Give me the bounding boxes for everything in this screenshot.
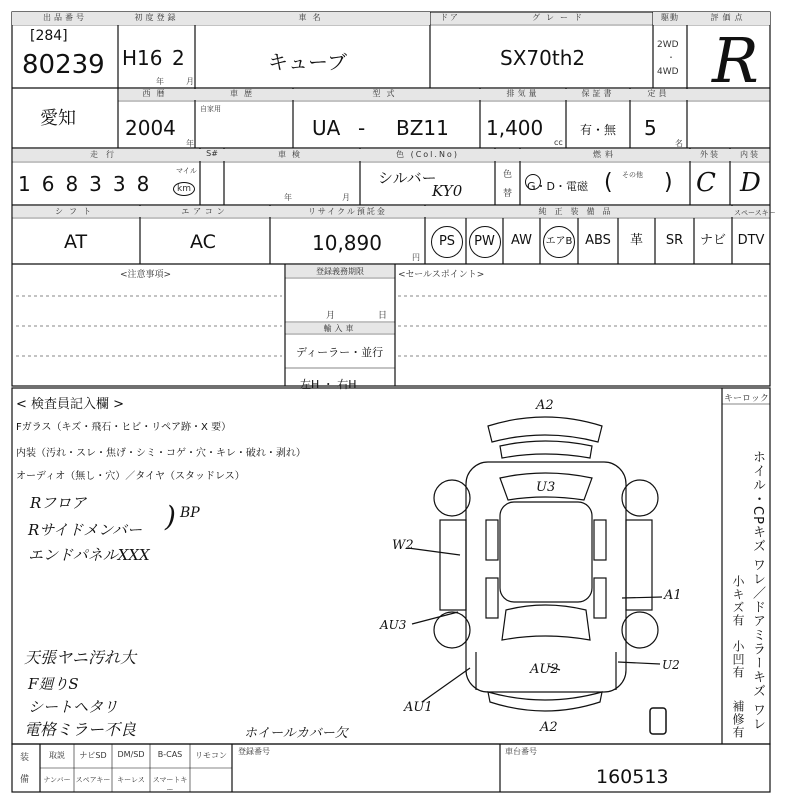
shift: AT (64, 231, 88, 253)
displacement: 1,400 (486, 116, 544, 140)
model-prefix: UA (312, 116, 341, 140)
capacity-header: 定員 (647, 89, 670, 98)
first-reg-month: 2 (172, 46, 185, 70)
fuel-g-circle (525, 174, 541, 190)
equipment-item (503, 226, 540, 256)
capacity-unit: 名 (675, 139, 683, 148)
diagram-label-u3: U3 (536, 480, 556, 495)
score-header: 評価点 (687, 12, 770, 25)
car-name: キューブ (268, 50, 347, 74)
wheel-note: ホイールカバー欠 (244, 726, 348, 741)
diagram-label-au2: AU2 (530, 662, 559, 677)
mileage: 168338 (18, 172, 161, 196)
drive-4wd: 4WD (657, 67, 679, 77)
chassis-label: 車台番号 (505, 747, 537, 756)
model-header: 型式 (372, 89, 401, 98)
fuel-paren-close: ) (664, 170, 673, 195)
grade: SX70th2 (500, 46, 586, 70)
chassis-number: 160513 (596, 766, 669, 788)
mileage-header: 走行 (90, 150, 122, 159)
equipment-label: SR (665, 233, 684, 248)
fuel-paren-open: ( (604, 170, 613, 195)
equipment-item (540, 226, 578, 258)
import-value: ディーラー・並行 (296, 346, 384, 359)
equipment-label: ABS (585, 233, 611, 248)
footer-item-bottom: キーレス (117, 776, 145, 784)
sw-header: S# (206, 149, 218, 158)
shift-header: シフト (55, 207, 97, 216)
equipment-item (618, 226, 655, 256)
interior: D (740, 168, 761, 198)
footer-item-top: ナビSD (79, 751, 107, 760)
displacement-header: 排気量 (506, 89, 540, 98)
equipment-item (694, 226, 732, 256)
keylock-label: キーロック (724, 394, 769, 404)
recycle-unit: 円 (412, 253, 420, 262)
drive-2wd: 2WD (657, 40, 679, 50)
inspector-note-1: Rフロア (30, 494, 87, 512)
footer-left-header-1: 装 (20, 753, 30, 763)
footer-item-top: DM/SD (117, 750, 145, 759)
color-change-2: 替 (503, 189, 513, 199)
month-unit-1: 月 (186, 77, 194, 86)
drive-header: 駆動 (653, 12, 687, 25)
side-vertical-1: ホイル・CPキズ ワレ／ドアミラーキズ ワレ (750, 450, 765, 732)
notes-header: <注意事項> (120, 270, 172, 280)
diagram-label-au1: AU1 (404, 700, 433, 715)
equipment-label: DTV (737, 233, 765, 248)
footer-item-bottom: スペアキー (75, 776, 111, 784)
inspector-line3: オーディオ（無し・穴）／タイヤ（スタッドレス） (16, 471, 245, 482)
capacity: 5 (644, 116, 657, 140)
mileage-unit-km: km (173, 182, 195, 196)
year-header: 西暦 (142, 89, 171, 98)
interior-header: 内装 (740, 150, 760, 159)
recycle: 10,890 (312, 231, 382, 255)
fuel-other: その他 (622, 171, 643, 179)
handle-value: 左H ・ 右H (300, 378, 357, 391)
lot-sub: [284] (30, 28, 68, 44)
diagram-label-a1: A1 (664, 588, 682, 603)
equipment-item (655, 226, 694, 256)
model-year: 2004 (125, 116, 176, 140)
year-unit-2: 年 (186, 139, 194, 148)
inspector-note-2: Rサイドメンバー (28, 521, 143, 539)
diagram-label-w2: W2 (392, 538, 414, 553)
mileage-unit-mile: マイル (176, 167, 197, 175)
footer-item-bottom: ナンバー (43, 776, 71, 784)
keyless-header: スペースキー (734, 209, 776, 217)
registration-label: 登録番号 (238, 747, 270, 756)
sales-header: <セールスポイント> (398, 270, 485, 280)
equipment-item (428, 226, 466, 258)
side-vertical-2: 小キズ有 (731, 575, 745, 627)
car-name-header: 車名 (195, 12, 430, 25)
fuel-header: 燃料 (593, 150, 617, 159)
year-unit-1: 年 (156, 77, 164, 86)
color-change-1: 色 (503, 170, 513, 180)
exterior-header: 外装 (700, 150, 720, 159)
displacement-unit: cc (554, 138, 563, 147)
inspection-header: 車歴 (230, 89, 258, 98)
score: R (712, 24, 759, 97)
equipment-item (466, 226, 503, 258)
inspector-bp: BP (180, 505, 200, 521)
ac: AC (190, 231, 216, 253)
warranty: 有・無 (580, 123, 617, 137)
lot-number: 80239 (22, 50, 105, 80)
first-reg-header: 初度登録 (118, 12, 195, 25)
inspector-line2: 内装（汚れ・スレ・焦げ・シミ・コゲ・穴・キレ・破れ・剥れ） (16, 448, 306, 459)
diagram-label-a2-top: A2 (536, 398, 554, 413)
equipment-label: 革 (629, 233, 643, 248)
inspector-title: < 検査員記入欄 > (16, 397, 125, 412)
warranty-header: 保証書 (581, 89, 615, 98)
doors-header: ドア (440, 13, 460, 22)
shaken-month-unit: 月 (342, 193, 350, 202)
inspector-bottom-4: 電格ミラー不良 (24, 720, 137, 739)
inspector-note-3: エンドパネルXXX (28, 546, 150, 564)
footer-item-bottom: スマートキー (152, 776, 188, 794)
side-vertical-3: 小凹有 (731, 640, 745, 679)
inspector-line1: Fガラス（キズ・飛石・ヒビ・リペア跡・X 要） (16, 422, 232, 433)
footer-item-top: B-CAS (157, 750, 183, 759)
inspection-sub: 自家用 (200, 105, 221, 113)
inspector-bottom-3: シートヘタリ (28, 698, 119, 716)
exterior: C (696, 168, 716, 198)
model-code: BZ11 (396, 116, 449, 140)
equipment-label: エアB (543, 226, 575, 258)
note-brace: ) (165, 500, 176, 533)
model-dash: - (358, 116, 366, 140)
lot-header: 出品番号 (12, 12, 118, 25)
equipment-label: PW (469, 226, 501, 258)
reg-day-label: 日 (378, 311, 388, 321)
equipment-item (732, 226, 770, 256)
fuel: G・D・電磁 (527, 180, 588, 193)
color-header: 色 (Col.No) (396, 150, 459, 159)
diagram-label-u2: U2 (662, 658, 680, 672)
reg-month-label: 月 (326, 311, 336, 321)
footer-item-top: 取説 (49, 751, 65, 760)
equipment-label: AW (510, 233, 533, 248)
equipment-header: 純正装備品 (538, 207, 619, 216)
equipment-label: ナビ (699, 233, 726, 248)
inspector-bottom-2: F廻りS (28, 675, 79, 693)
import-header: 輸入車 (323, 324, 357, 333)
diagram-label-a2-bottom: A2 (540, 720, 558, 735)
footer-left-header-2: 備 (20, 775, 30, 785)
inspector-bottom-1: 天張ヤニ汚れ大 (24, 648, 137, 667)
color-code: KY0 (432, 182, 463, 200)
shaken-year-unit: 年 (284, 193, 292, 202)
footer-item-top: リモコン (195, 751, 227, 760)
drive-dot: ・ (667, 53, 675, 62)
first-reg-era: H16 (122, 46, 163, 70)
registration-header: 登録義務期限 (316, 267, 364, 276)
ac-header: エアコン (181, 207, 229, 216)
shaken-header: 車検 (278, 150, 306, 159)
color: シルバー (378, 169, 437, 187)
grade-header: グレード (532, 13, 588, 22)
diagram-label-au3: AU3 (380, 618, 407, 632)
equipment-label: PS (431, 226, 463, 258)
region: 愛知 (40, 108, 76, 129)
equipment-item (578, 226, 618, 256)
recycle-header: リサイクル預託金 (308, 207, 387, 216)
side-vertical-4: 補修有 (731, 700, 745, 739)
